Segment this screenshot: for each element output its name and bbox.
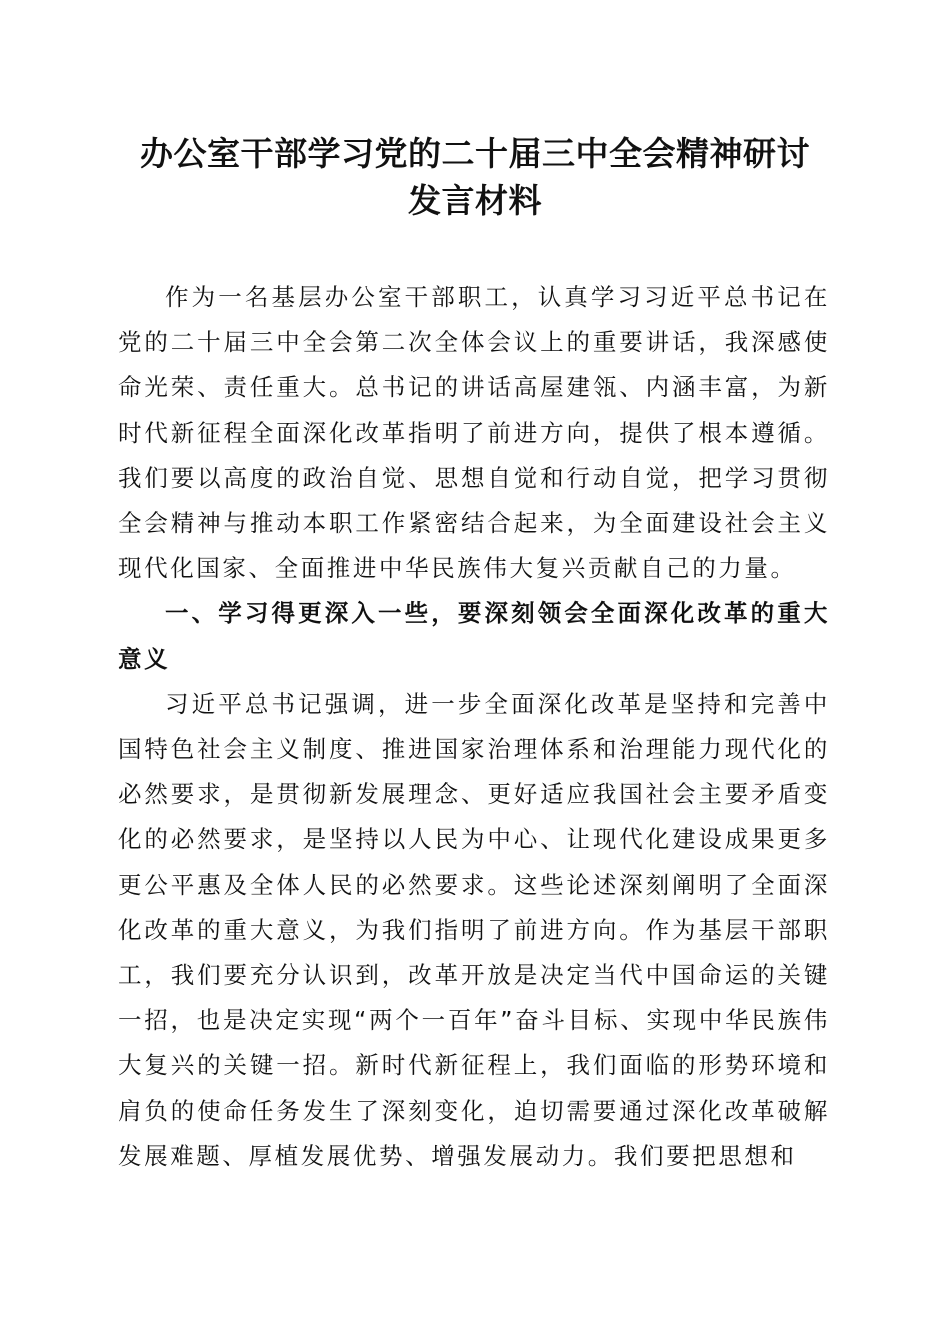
document-title [110,130,840,224]
section-1-paragraph: 习近平总书记强调，进一步全面深化改革是坚持和完善中国特色社会主义制度、推进国家治理体系和治理能力现代化的必然要求，是贯彻新发展理念、更好适应我国社会主要矛盾变化的必然要求，是坚持以人民为中心、让现代化建设成果更多更公平惠及全体人民的必然要求。这些论述深刻阐明了全面深化改革的重大意义，为我们指明了前进方向。作为基层干部职工，我们要充分认识到，改革开放是决定当代中国命运的关键一招，也是决定实现“两个一百年”奋斗目标、实现中华民族伟大复兴的关键一招。新时代新征程上，我们面临的形势环境和肩负的使命任务发生了深刻变化，迫切需要通过深化改革破解发展难题、厚植发展优势、增强发展动力。我们要把思想和 [118,689,830,1170]
section-heading-1: 一、学习得更深入一些，要深刻领会全面深化改革的重大意义 [118,599,830,673]
title-line-1: 办公室干部学习党的二十届三中全会精神研讨 [140,134,810,173]
title-line-2: 发言材料 [408,181,542,220]
intro-paragraph: 作为一名基层办公室干部职工，认真学习习近平总书记在党的二十届三中全会第二次全体会议上的重要讲话，我深感使命光荣、责任重大。总书记的讲话高屋建瓴、内涵丰富，为新时代新征程全面深化改革指明了前进方向，提供了根本遵循。我们要以高度的政治自觉、思想自觉和行动自觉，把学习贯彻全会精神与推动本职工作紧密结合起来，为全面建设社会主义现代化国家、全面推进中华民族伟大复兴贡献自己的力量。 [118,283,830,583]
document-body [118,275,830,1179]
